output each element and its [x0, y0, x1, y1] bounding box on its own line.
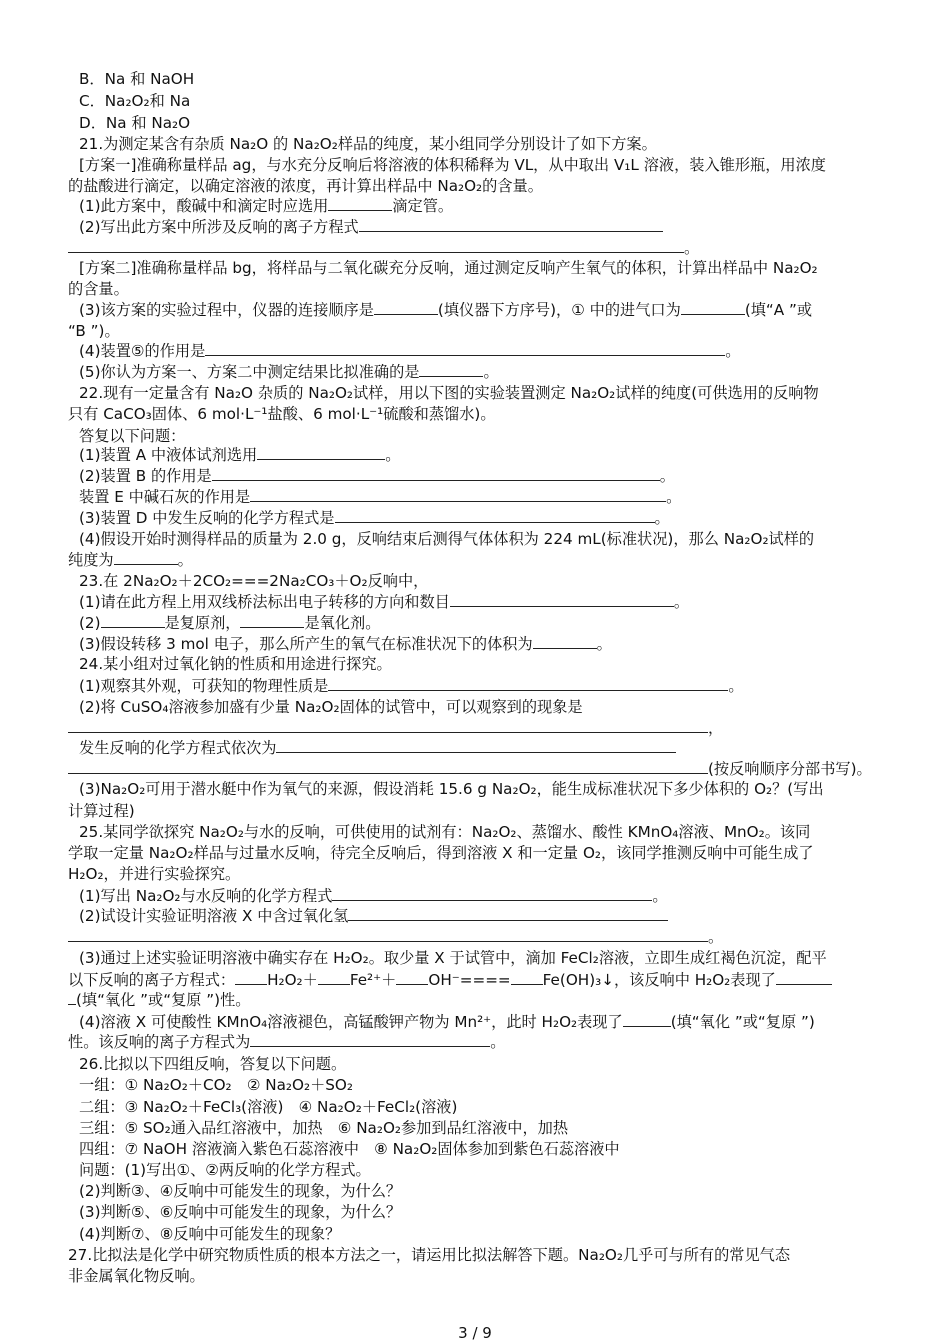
text-line: [68, 176, 884, 196]
line-text: 26.比拟以下四组反响，答复以下问题。: [79, 1055, 347, 1073]
answer-blank[interactable]: [681, 300, 745, 315]
text-line: [79, 69, 884, 89]
line-text: (2)写出此方案中所涉及反响的离子方程式: [79, 218, 359, 236]
line-text: [方案一]准确称量样品 ag，与水充分反响后将溶液的体积稀释为 VL，从中取出 V₁L 溶液，装入锥形瓶，用浓度: [79, 156, 826, 174]
answer-blank[interactable]: [359, 217, 663, 232]
line-text: 学取一定量 Na₂O₂样品与过量水反响，待完全反响后，得到溶液 X 和一定量 O₂，该同学推测反响中可能生成了: [68, 844, 814, 862]
line-text: (4)判断⑦、⑧反响中可能发生的现象？: [79, 1225, 341, 1243]
line-text: 。: [684, 239, 700, 257]
answer-blank[interactable]: [332, 886, 652, 901]
line-text: 24.某小组对过氧化钠的性质和用途进行探究。: [79, 655, 392, 673]
text-line: [79, 906, 884, 926]
line-text: Fe(OH)₃↓，该反响中 H₂O₂表现了: [542, 971, 776, 989]
text-line: [68, 970, 884, 990]
line-text: (填仪器下方序号)，① 中的进气口为: [437, 301, 681, 319]
line-text: (4)溶液 X 可使酸性 KMnO₄溶液褪色，高锰酸钾产物为 Mn²⁺，此时 H₂O₂表现了: [79, 1013, 623, 1031]
line-text: H₂O₂，并进行实验探究。: [68, 865, 241, 883]
line-text: (填“氧化 ”或“复原 ”): [670, 1013, 815, 1031]
page-number: 3 / 9: [458, 1324, 492, 1342]
text-line: [79, 886, 884, 906]
text-line: [79, 300, 884, 320]
text-line: [79, 592, 884, 612]
line-text: (2): [79, 614, 101, 632]
text-line: [79, 217, 884, 237]
text-line: [79, 1075, 884, 1095]
line-text: (3)判断⑤、⑥反响中可能发生的现象，为什么？: [79, 1203, 402, 1221]
line-text: 21.为测定某含有杂质 Na₂O 的 Na₂O₂样品的纯度，某小组同学分别设计了如下方案。: [79, 135, 657, 153]
line-text: 。: [385, 446, 401, 464]
text-line: [79, 196, 884, 216]
line-text: (2)将 CuSO₄溶液参加盛有少量 Na₂O₂固体的试管中，可以观察到的现象是: [79, 698, 583, 716]
line-text: 只有 CaCO₃固体、6 mol·L⁻¹盐酸、6 mol·L⁻¹硫酸和蒸馏水)。: [68, 405, 496, 423]
answer-blank[interactable]: [533, 634, 597, 649]
answer-blank[interactable]: [68, 990, 76, 1005]
text-line: [68, 843, 884, 863]
text-line: [79, 426, 884, 446]
line-text: 23.在 2Na₂O₂＋2CO₂===2Na₂CO₃＋O₂反响中，: [79, 572, 429, 590]
answer-blank[interactable]: [328, 196, 392, 211]
line-text: (3)装置 D 中发生反响的化学方程式是: [79, 509, 335, 527]
text-line: [79, 155, 884, 175]
answer-blank[interactable]: [114, 550, 178, 565]
line-text: “B ”)。: [68, 322, 120, 340]
text-line: [79, 529, 884, 549]
answer-blank[interactable]: [450, 592, 674, 607]
line-text: (3)假设转移 3 mol 电子，那么所产生的氧气在标准状况下的体积为: [79, 635, 533, 653]
line-text: 滴定管。: [392, 197, 454, 215]
answer-blank[interactable]: [68, 927, 708, 942]
text-line: [79, 1012, 884, 1032]
answer-blank[interactable]: [776, 970, 832, 985]
line-text: (5)你认为方案一、方案二中测定结果比拟准确的是: [79, 363, 420, 381]
text-line: [79, 91, 884, 111]
line-text: 二组：③ Na₂O₂＋FeCl₃(溶液) ④ Na₂O₂＋FeCl₂(溶液): [79, 1098, 458, 1116]
answer-blank[interactable]: [276, 738, 676, 753]
line-text: (1)观察其外观，可获知的物理性质是: [79, 677, 329, 695]
text-line: [68, 1032, 884, 1052]
line-text: ，: [708, 719, 724, 737]
line-text: 。: [490, 1033, 506, 1051]
line-text: (1)此方案中，酸碱中和滴定时应选用: [79, 197, 329, 215]
line-text: 是复原剂，: [164, 614, 241, 632]
text-line: [68, 927, 884, 947]
line-text: 答复以下问题：: [79, 427, 186, 445]
line-text: 的含量。: [68, 280, 129, 298]
text-line: [79, 383, 884, 403]
text-line: [79, 1202, 884, 1222]
line-text: 。: [177, 551, 193, 569]
line-text: 。: [725, 342, 741, 360]
line-text: (1)装置 A 中液体试剂选用: [79, 446, 258, 464]
text-line: [79, 258, 884, 278]
text-line: [79, 445, 884, 465]
text-line: [79, 676, 884, 696]
text-line: [79, 613, 884, 633]
line-text: (填“氧化 ”或“复原 ”)性。: [76, 991, 251, 1009]
text-line: [79, 948, 884, 968]
line-text: 三组：⑤ SO₂通入品红溶液中，加热 ⑥ Na₂O₂参加到品红溶液中，加热: [79, 1119, 569, 1137]
answer-blank[interactable]: [205, 341, 725, 356]
text-line: [68, 864, 884, 884]
answer-blank[interactable]: [68, 759, 708, 774]
line-text: H₂O₂＋: [267, 971, 318, 989]
text-line: [79, 654, 884, 674]
text-line: [68, 321, 884, 341]
text-line: [79, 1139, 884, 1159]
line-text: 。: [708, 928, 724, 946]
answer-blank[interactable]: [318, 970, 350, 985]
line-text: 装置 E 中碱石灰的作用是: [79, 488, 251, 506]
line-text: (3)Na₂O₂可用于潜水艇中作为氧气的来源，假设消耗 15.6 g Na₂O₂，能生成标准状况下多少体积的 O₂？(写出: [79, 780, 824, 798]
line-text: (4)装置⑤的作用是: [79, 342, 206, 360]
line-text: 。: [483, 363, 499, 381]
text-line: [79, 571, 884, 591]
line-text: (3)该方案的实验过程中，仪器的连接顺序是: [79, 301, 374, 319]
line-text: 计算过程): [68, 802, 135, 820]
line-text: 。: [666, 488, 682, 506]
text-line: [79, 134, 884, 154]
answer-blank[interactable]: [257, 445, 385, 460]
text-line: [68, 550, 884, 570]
text-line: [79, 1054, 884, 1074]
line-text: 。: [673, 593, 690, 611]
line-text: 。: [728, 677, 744, 695]
line-text: 一组：① Na₂O₂＋CO₂ ② Na₂O₂＋SO₂: [79, 1076, 353, 1094]
text-line: [79, 466, 884, 486]
line-text: 是氧化剂。: [304, 614, 381, 632]
line-text: 以下反响的离子方程式：: [68, 971, 236, 989]
line-text: 的盐酸进行滴定，以确定溶液的浓度，再计算出样品中 Na₂O₂的含量。: [68, 177, 543, 195]
line-text: (1)请在此方程上用双线桥法标出电子转移的方向和数目: [79, 593, 450, 611]
answer-blank[interactable]: [335, 508, 655, 523]
text-line: [79, 1118, 884, 1138]
line-text: 。: [659, 467, 675, 485]
text-line: [79, 697, 884, 717]
answer-blank[interactable]: [212, 466, 660, 481]
text-line: [79, 1224, 884, 1244]
line-text: 27.比拟法是化学中研究物质性质的根本方法之一，请运用比拟法解答下题。Na₂O₂几乎可与所有的常见气态: [68, 1246, 791, 1264]
line-text: 性。该反响的离子方程式为: [68, 1033, 251, 1051]
answer-blank[interactable]: [396, 970, 428, 985]
text-line: [68, 1266, 884, 1286]
answer-blank[interactable]: [250, 487, 666, 502]
line-text: (填“A ”或: [744, 301, 813, 319]
line-text: 25.某同学欲探究 Na₂O₂与水的反响，可供使用的试剂有：Na₂O₂、蒸馏水、酸性 KMnO₄溶液、MnO₂。该同: [79, 823, 811, 841]
text-line: [68, 279, 884, 299]
line-text: 。: [652, 887, 668, 905]
line-text: 22.现有一定量含有 Na₂O 杂质的 Na₂O₂试样，用以下图的实验装置测定 Na₂O₂试样的纯度(可供选用的反响物: [79, 384, 819, 402]
line-text: C．Na₂O₂和 Na: [79, 92, 191, 110]
answer-blank[interactable]: [348, 906, 668, 921]
text-line: [79, 779, 884, 799]
line-text: [方案二]准确称量样品 bg，将样品与二氧化碳充分反响，通过测定反响产生氧气的体积，计算出样品中 Na₂O₂: [79, 259, 818, 277]
text-line: [68, 404, 884, 424]
answer-blank[interactable]: [101, 613, 165, 628]
line-text: (2)试设计实验证明溶液 X 中含过氧化氢: [79, 907, 349, 925]
line-text: (按反响顺序分部书写)。: [708, 760, 872, 778]
text-line: [79, 1160, 884, 1180]
text-line: [79, 1181, 884, 1201]
text-line: [68, 759, 884, 779]
text-line: [68, 238, 884, 258]
text-line: [79, 341, 884, 361]
line-text: (3)通过上述实验证明溶液中确实存在 H₂O₂。取少量 X 于试管中，滴加 FeCl₂溶液，立即生成红褐色沉淀，配平: [79, 949, 827, 967]
text-line: [79, 113, 884, 133]
text-line: [79, 362, 884, 382]
line-text: (2)判断③、④反响中可能发生的现象，为什么？: [79, 1182, 402, 1200]
line-text: B．Na 和 NaOH: [79, 70, 195, 88]
answer-blank[interactable]: [623, 1012, 671, 1027]
line-text: 。: [596, 635, 612, 653]
answer-blank[interactable]: [235, 970, 267, 985]
text-line: [79, 634, 884, 654]
text-line: [79, 822, 884, 842]
text-line: [68, 718, 884, 738]
answer-blank[interactable]: [511, 970, 543, 985]
line-text: (1)写出 Na₂O₂与水反响的化学方程式: [79, 887, 333, 905]
line-text: 非金属氧化物反响。: [68, 1267, 205, 1285]
text-line: [79, 508, 884, 528]
text-line: [68, 1245, 884, 1265]
answer-blank[interactable]: [419, 362, 483, 377]
answer-blank[interactable]: [68, 718, 708, 733]
text-line: [79, 738, 884, 758]
line-text: 问题：(1)写出①、②两反响的化学方程式。: [79, 1161, 371, 1179]
text-line: [79, 487, 884, 507]
line-text: (2)装置 B 的作用是: [79, 467, 212, 485]
text-line: [68, 990, 884, 1010]
answer-blank[interactable]: [374, 300, 438, 315]
line-text: 发生反响的化学方程式依次为: [79, 739, 277, 757]
line-text: 纯度为: [68, 551, 114, 569]
line-text: D．Na 和 Na₂O: [79, 114, 191, 132]
text-line: [68, 801, 884, 821]
line-text: 四组：⑦ NaOH 溶液滴入紫色石蕊溶液中 ⑧ Na₂O₂固体参加到紫色石蕊溶液中: [79, 1140, 620, 1158]
line-text: OH⁻====: [428, 971, 511, 989]
line-text: (4)假设开始时测得样品的质量为 2.0 g，反响结束后测得气体体积为 224 mL(标准状况)，那么 Na₂O₂试样的: [79, 530, 815, 548]
answer-blank[interactable]: [250, 1032, 490, 1047]
answer-blank[interactable]: [68, 238, 684, 253]
line-text: 。: [654, 509, 670, 527]
line-text: Fe²⁺＋: [349, 971, 397, 989]
answer-blank[interactable]: [240, 613, 304, 628]
answer-blank[interactable]: [328, 676, 728, 691]
text-line: [79, 1097, 884, 1117]
